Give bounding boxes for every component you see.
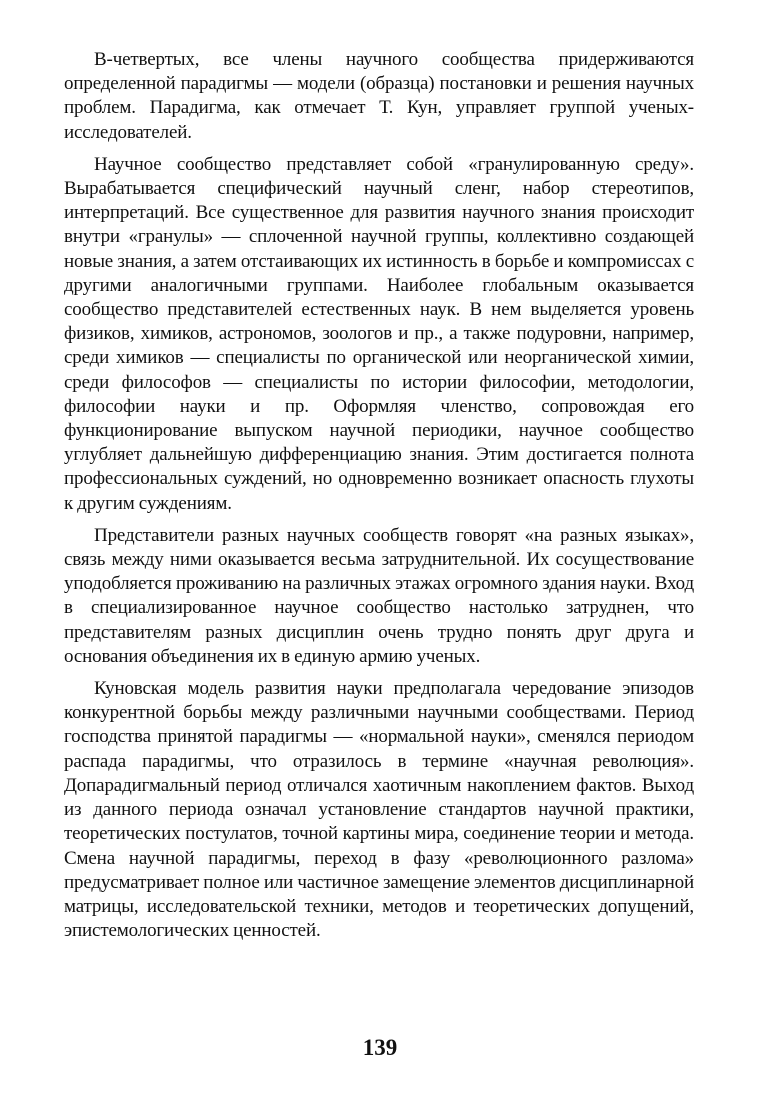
paragraph-3: Представители разных научных сообществ говорят «на разных языках», связь между ними оказывается весьма затруднительной. Их сосуществование уподобляется проживанию на различных этажах огромного здания науки. Вход в специализированное научное сообщество настолько затруднен, что представителям разных дисциплин очень трудно понять друг друга и основания объединения их в единую армию ученых. xyxy=(64,524,694,667)
paragraph-4: Куновская модель развития науки предполагала чередование эпизодов конкурентной борьбы между различными научными сообществами. Период господства принятой парадигмы — «нормальной науки», сменялся периодом распада парадигмы, что отразилось в термине «научная революция». Допарадигмальный период отличался хаотичным накоплением фактов. Выход из данного периода означал установление стандартов научной практики, теоретических постулатов, точной картины мира, соединение теории и метода. Смена научной парадигмы, переход в фазу «революционного разлома» предусматривает полное или частичное замещение элементов дисциплинарной матрицы, исследовательской техники, методов и теоретических допущений, эпистемологических ценностей. xyxy=(64,678,694,942)
paragraph-1: В-четвертых, все члены научного сообщества придерживаются определенной парадигмы — модели (образца) постановки и решения научных проблем. Парадигма, как отмечает Т. Кун, управляет группой ученых-исследователей. xyxy=(64,49,694,143)
paragraph-2: Научное сообщество представляет собой «гранулированную среду». Вырабатывается специфический научный сленг, набор стереотипов, интерпретаций. Все существенное для развития научного знания происходит внутри «гранулы» — сплоченной научной группы, коллективно создающей новые знания, а затем отстаивающих их истинность в борьбе и компромиссах с другими аналогичными группами. Наиболее глобальным оказывается сообщество представителей естественных наук. В нем выделяется уровень физиков, химиков, астрономов, зоологов и пр., а также подуровни, например, среди химиков — специалисты по органической или неорганической химии, среди философов — специалисты по истории философии, методологии, философии науки и пр. Оформляя членство, сопровождая его функционирование выпуском научной периодики, научное сообщество углубляет дальнейшую дифференциацию знания. Этим достигается полнота профессиональных суждений, но одновременно возникает опасность глухоты к другим суждениям. xyxy=(64,153,694,514)
page-body xyxy=(64,48,694,951)
page-number: 139 xyxy=(362,1035,398,1060)
